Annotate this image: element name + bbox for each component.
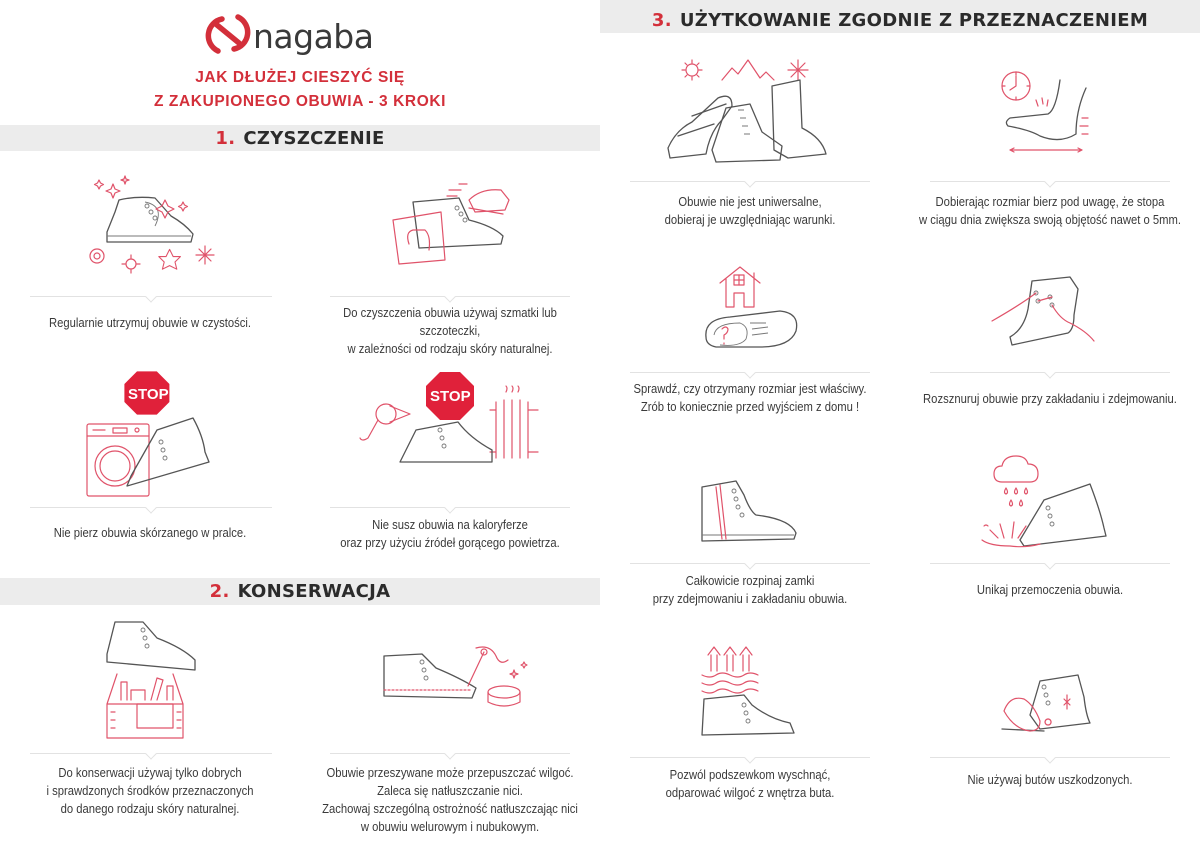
- divider: [930, 757, 1170, 758]
- caption-stitched-shoes-moisture: Obuwie przeszywane może przepuszczać wilgoć. Zaleca się natłuszczanie nici. Zachowaj szczególną ostrożność natłuszczając nici w obuwiu welurowym i nubukowym.: [322, 766, 578, 834]
- caption-check-size: Sprawdź, czy otrzymany rozmiar jest właściwy. Zrób to koniecznie przed wyjściem z domu !: [633, 382, 867, 414]
- divider: [30, 753, 272, 754]
- divider: [30, 296, 272, 297]
- section-title: CZYSZCZENIE: [243, 127, 385, 149]
- divider: [630, 757, 870, 758]
- clock-icon: [1002, 72, 1030, 100]
- nagaba-logo-mark-icon: [205, 13, 251, 60]
- section-number: 2.: [209, 581, 230, 602]
- divider: [630, 372, 870, 373]
- snowflake-icon: [788, 60, 808, 80]
- svg-text:STOP: STOP: [430, 388, 471, 405]
- section-header-proper-use: [600, 0, 1200, 33]
- caption-regular-cleaning: Regularnie utrzymuj obuwie w czystości.: [49, 316, 251, 330]
- caption-unzip-fully: Całkowicie rozpinaj zamki przy zdejmowaniu i zakładaniu obuwia.: [652, 574, 848, 606]
- boot-sparkles-seasons-icon: [85, 172, 225, 272]
- caption-untie-laces: Rozsznuruj obuwie przy zakładaniu i zdejmowaniu.: [923, 392, 1177, 406]
- divider: [30, 507, 272, 508]
- caption-not-universal: Obuwie nie jest uniwersalne, dobieraj je uwzględniając warunki.: [664, 195, 836, 227]
- brand-logo: [205, 14, 400, 58]
- stop-sign-icon: [426, 372, 474, 420]
- house-icon: [720, 267, 760, 307]
- divider: [630, 181, 870, 182]
- divider: [930, 181, 1170, 182]
- divider: [330, 296, 570, 297]
- section-header-cleaning: [0, 125, 600, 151]
- caption-foot-volume: Dobierając rozmiar bierz pod uwagę, że stopa w ciągu dnia zwiększa swoją objętość nawet o 5mm.: [918, 195, 1181, 227]
- stop-washing-machine-icon: [85, 366, 220, 498]
- stop-hairdryer-radiator-icon: [360, 366, 545, 474]
- sun-icon: [682, 60, 702, 80]
- house-shoe-question-icon: [700, 265, 800, 355]
- page-subtitle-line-2: Z ZAKUPIONEGO OBUWIA - 3 KROKI: [153, 93, 447, 110]
- boot-cloth-brush-icon: [385, 180, 515, 265]
- boot-untied-laces-icon: [990, 275, 1105, 350]
- section-number: 1.: [215, 127, 236, 149]
- boot-thread-wax-tin-icon: [380, 648, 530, 710]
- brand-name: nagaba: [253, 16, 374, 56]
- caption-no-heat-drying: Nie susz obuwia na kaloryferze oraz przy użyciu źródeł gorącego powietrza.: [340, 518, 560, 550]
- divider: [930, 372, 1170, 373]
- stop-sign-icon: [124, 371, 169, 414]
- section-header-conservation: [0, 578, 600, 605]
- caption-avoid-soaking: Unikaj przemoczenia obuwia.: [976, 583, 1124, 597]
- caption-cloth-or-brush: Do czyszczenia obuwia używaj szmatki lub szczoteczki, w zależności od rodzaju skóry naturalnej.: [343, 306, 557, 356]
- boot-care-kit-box-icon: [103, 618, 198, 738]
- sandal-boots-weather-icon: [662, 58, 842, 168]
- divider: [930, 563, 1170, 564]
- divider: [630, 563, 870, 564]
- mountains-icon: [722, 60, 774, 80]
- caption-no-washing-machine: Nie pierz obuwia skórzanego w pralce.: [53, 526, 247, 540]
- hairdryer-icon: [360, 404, 410, 440]
- section-number: 3.: [651, 10, 672, 31]
- caption-no-damaged-shoes: Nie używaj butów uszkodzonych.: [967, 773, 1133, 787]
- radiator-icon: [490, 386, 538, 458]
- page-subtitle-line-1: JAK DŁUŻEJ CIESZYĆ SIĘ: [195, 69, 405, 86]
- boot-steam-drying-icon: [700, 643, 800, 738]
- foot-clock-size-icon: [1000, 70, 1100, 155]
- boot-rain-puddle-icon: [980, 450, 1110, 550]
- divider: [330, 753, 570, 754]
- section-title: KONSERWACJA: [237, 581, 391, 602]
- svg-text:STOP: STOP: [128, 386, 169, 403]
- rain-cloud-icon: [994, 456, 1038, 506]
- divider: [330, 507, 570, 508]
- boot-zipper-icon: [700, 475, 800, 545]
- caption-quality-products: Do konserwacji używaj tylko dobrych i sprawdzonych środków przeznaczonych do danego rodzaju skóry naturalnej.: [46, 766, 254, 816]
- boot-damaged-sole-icon: [1000, 675, 1095, 735]
- caption-let-lining-dry: Pozwól podszewkom wyschnąć, odparować wilgoć z wnętrza buta.: [665, 768, 835, 800]
- section-title: UŻYTKOWANIE ZGODNIE Z PRZEZNACZENIEM: [679, 10, 1149, 31]
